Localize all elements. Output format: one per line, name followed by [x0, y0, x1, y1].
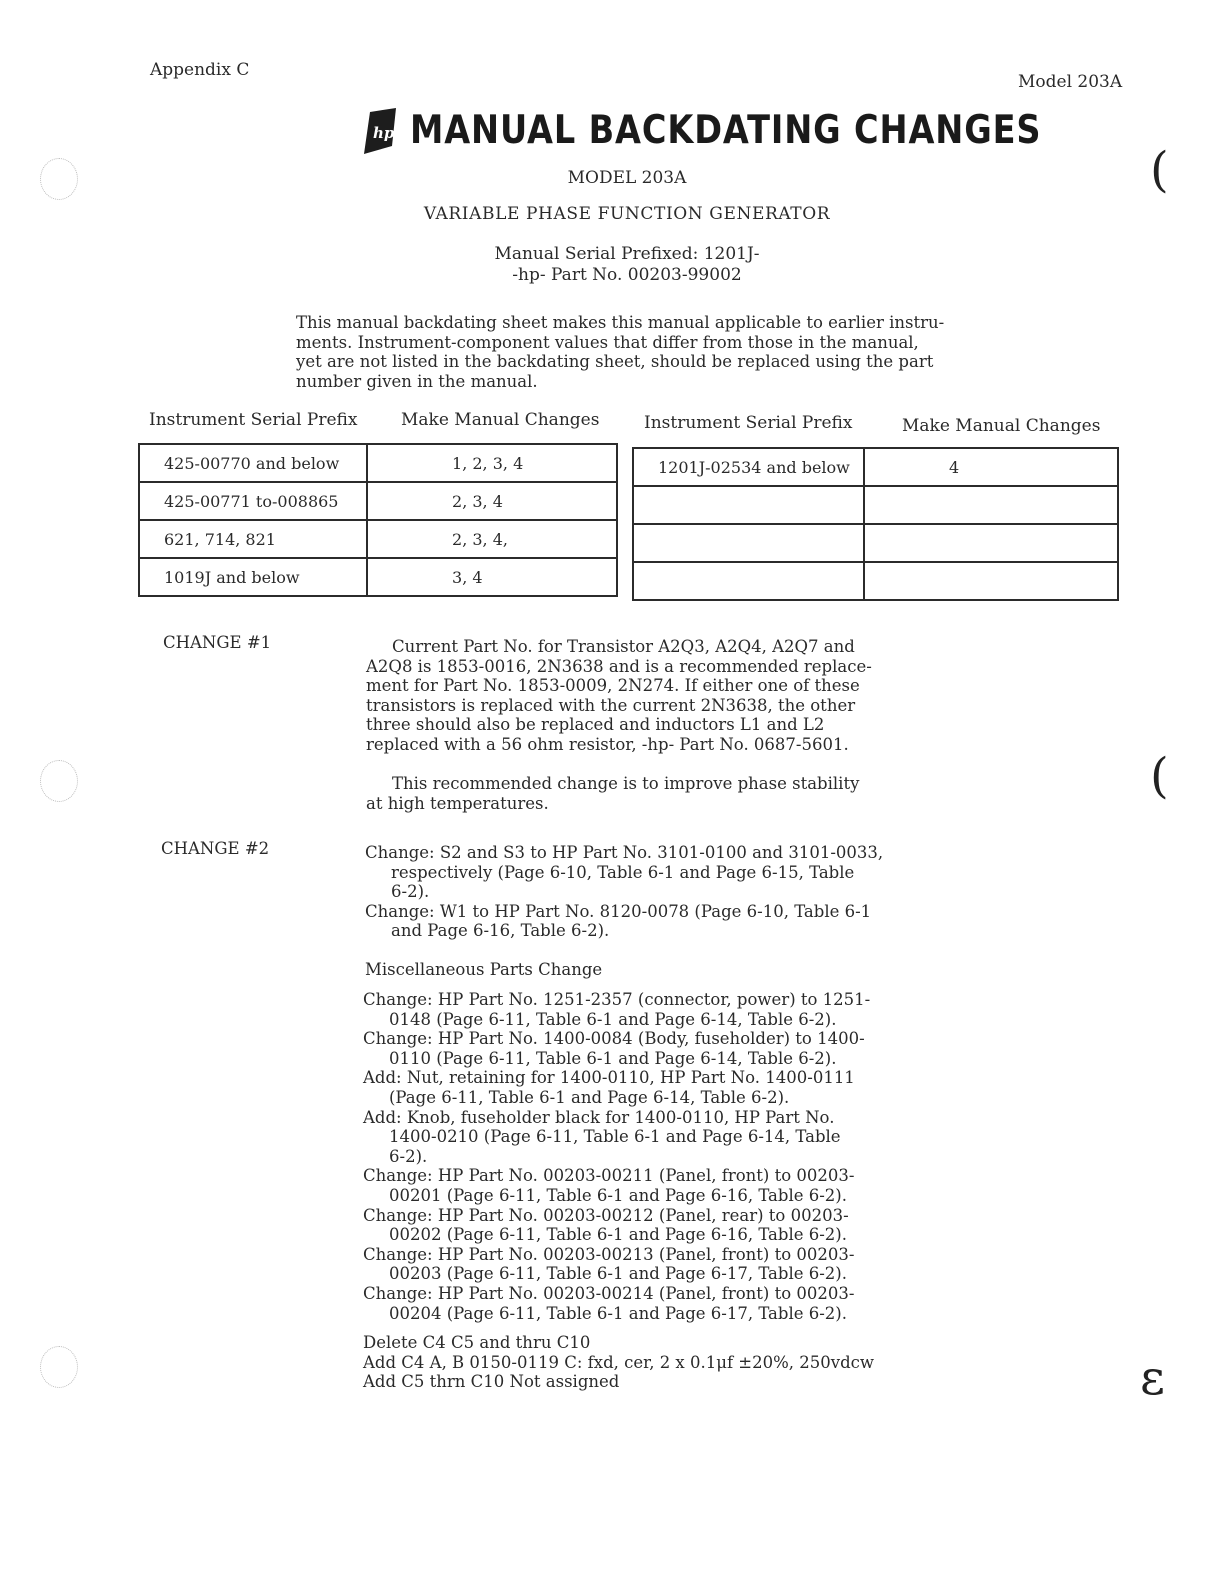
- margin-mark: (: [1150, 748, 1169, 804]
- misc-line: 1400-0210 (Page 6-11, Table 6-1 and Page 6-14, Table: [389, 1127, 841, 1147]
- misc-line: 6-2).: [389, 1146, 428, 1166]
- model-reference: Model 203A: [1018, 72, 1123, 92]
- hp-logo-icon: [364, 108, 398, 154]
- serial-prefix-cell: [633, 486, 864, 524]
- punch-hole-icon: [40, 158, 78, 200]
- table-row: [139, 482, 617, 520]
- serial-prefix-cell: 425-00770 and below: [139, 444, 367, 482]
- changes-cell: 2, 3, 4: [367, 482, 617, 520]
- changes-cell: 1, 2, 3, 4: [367, 444, 617, 482]
- change-2-line: Change: S2 and S3 to HP Part No. 3101-0100 and 3101-0033,: [365, 843, 884, 862]
- changes-cell: [864, 486, 1118, 524]
- margin-mark: ε: [1140, 1350, 1165, 1406]
- change-2-entries: [365, 843, 883, 941]
- misc-line: Change: HP Part No. 00203-00214 (Panel, front) to 00203-: [363, 1283, 855, 1303]
- manual-part-number: -hp- Part No. 00203-99002: [512, 265, 742, 285]
- left-header-make-changes: Make Manual Changes: [401, 410, 600, 430]
- page-title: MANUAL BACKDATING CHANGES: [410, 108, 1042, 153]
- left-header-serial-prefix: Instrument Serial Prefix: [149, 410, 358, 430]
- intro-line: yet are not listed in the backdating sheet, should be replaced using the part: [296, 352, 934, 372]
- manual-serial-prefix: Manual Serial Prefixed: 1201J-: [494, 244, 760, 264]
- serial-prefix-cell: 425-00771 to-008865: [139, 482, 367, 520]
- misc-line: 00201 (Page 6-11, Table 6-1 and Page 6-16, Table 6-2).: [389, 1185, 847, 1205]
- misc-line: (Page 6-11, Table 6-1 and Page 6-14, Table 6-2).: [389, 1087, 790, 1107]
- appendix-label: Appendix C: [150, 60, 250, 80]
- table-row: [633, 486, 1118, 524]
- capacitor-line: Delete C4 C5 and thru C10: [363, 1333, 591, 1352]
- punch-hole-icon: [40, 760, 78, 802]
- misc-line: 0110 (Page 6-11, Table 6-1 and Page 6-14, Table 6-2).: [389, 1048, 837, 1068]
- table-row: [139, 520, 617, 558]
- change-2-line: and Page 6-16, Table 6-2).: [391, 921, 610, 941]
- capacitor-changes: [363, 1333, 874, 1392]
- right-serial-table: [632, 447, 1119, 601]
- model-heading: MODEL 203A: [567, 168, 687, 188]
- misc-line: Add: Knob, fuseholder black for 1400-0110, HP Part No.: [363, 1107, 835, 1127]
- change-2-line: respectively (Page 6-10, Table 6-1 and Page 6-15, Table: [391, 862, 855, 882]
- intro-line: ments. Instrument-component values that differ from those in the manual,: [296, 332, 919, 352]
- intro-paragraph: [296, 313, 986, 391]
- serial-prefix-cell: 621, 714, 821: [139, 520, 367, 558]
- change-1-line: three should also be replaced and inductors L1 and L2: [366, 715, 825, 735]
- misc-line: 00202 (Page 6-11, Table 6-1 and Page 6-16, Table 6-2).: [389, 1225, 847, 1245]
- misc-line: Change: HP Part No. 1251-2357 (connector, power) to 1251-: [363, 990, 871, 1009]
- intro-line: This manual backdating sheet makes this manual applicable to earlier instru-: [296, 313, 945, 332]
- table-row: [633, 448, 1118, 486]
- serial-prefix-cell: [633, 524, 864, 562]
- serial-prefix-cell: [633, 562, 864, 600]
- change-1-line: transistors is replaced with the current 2N3638, the other: [366, 695, 856, 715]
- table-row: [633, 524, 1118, 562]
- change-1-note: [366, 774, 859, 813]
- svg-text:hp: hp: [373, 124, 395, 142]
- misc-parts-list: [363, 990, 870, 1323]
- misc-line: 0148 (Page 6-11, Table 6-1 and Page 6-14, Table 6-2).: [389, 1009, 837, 1029]
- changes-cell: 4: [864, 448, 1118, 486]
- change-2-label: CHANGE #2: [161, 839, 270, 858]
- misc-parts-heading: Miscellaneous Parts Change: [365, 960, 603, 979]
- changes-cell: 2, 3, 4,: [367, 520, 617, 558]
- changes-cell: [864, 562, 1118, 600]
- changes-cell: 3, 4: [367, 558, 617, 596]
- change-1-line: Current Part No. for Transistor A2Q3, A2Q4, A2Q7 and: [392, 637, 855, 656]
- change-2-line: Change: W1 to HP Part No. 8120-0078 (Page 6-10, Table 6-1: [365, 901, 872, 921]
- misc-line: Add: Nut, retaining for 1400-0110, HP Part No. 1400-0111: [363, 1068, 855, 1088]
- right-header-serial-prefix: Instrument Serial Prefix: [644, 413, 853, 433]
- change-1-label: CHANGE #1: [163, 633, 272, 652]
- change-1-note-line: at high temperatures.: [366, 793, 549, 813]
- punch-hole-icon: [40, 1346, 78, 1388]
- instrument-subtitle: VARIABLE PHASE FUNCTION GENERATOR: [423, 204, 831, 224]
- right-header-make-changes: Make Manual Changes: [902, 416, 1101, 436]
- left-serial-table: [138, 443, 618, 597]
- table-row: [139, 558, 617, 596]
- change-2-line: 6-2).: [391, 882, 430, 902]
- serial-prefix-cell: 1201J-02534 and below: [633, 448, 864, 486]
- misc-line: 00204 (Page 6-11, Table 6-1 and Page 6-17, Table 6-2).: [389, 1303, 847, 1323]
- misc-line: Change: HP Part No. 00203-00213 (Panel, front) to 00203-: [363, 1244, 855, 1264]
- serial-prefix-cell: 1019J and below: [139, 558, 367, 596]
- table-row: [633, 562, 1118, 600]
- changes-cell: [864, 524, 1118, 562]
- misc-line: 00203 (Page 6-11, Table 6-1 and Page 6-17, Table 6-2).: [389, 1264, 847, 1284]
- change-1-note-line: This recommended change is to improve phase stability: [392, 774, 860, 793]
- change-1-line: ment for Part No. 1853-0009, 2N274. If either one of these: [366, 676, 860, 696]
- change-1-line: replaced with a 56 ohm resistor, -hp- Part No. 0687-5601.: [366, 734, 849, 754]
- change-1-body: [366, 637, 872, 755]
- table-row: [139, 444, 617, 482]
- change-1-line: A2Q8 is 1853-0016, 2N3638 and is a recommended replace-: [366, 656, 872, 676]
- misc-line: Change: HP Part No. 00203-00211 (Panel, front) to 00203-: [363, 1166, 855, 1186]
- misc-line: Change: HP Part No. 00203-00212 (Panel, rear) to 00203-: [363, 1205, 849, 1225]
- capacitor-line: Add C4 A, B 0150-0119 C: fxd, cer, 2 x 0.1μf ±20%, 250vdcw: [363, 1352, 875, 1372]
- misc-line: Change: HP Part No. 1400-0084 (Body, fuseholder) to 1400-: [363, 1029, 865, 1049]
- intro-line: number given in the manual.: [296, 371, 538, 391]
- capacitor-line: Add C5 thrn C10 Not assigned: [363, 1372, 620, 1392]
- margin-mark: (: [1150, 142, 1169, 198]
